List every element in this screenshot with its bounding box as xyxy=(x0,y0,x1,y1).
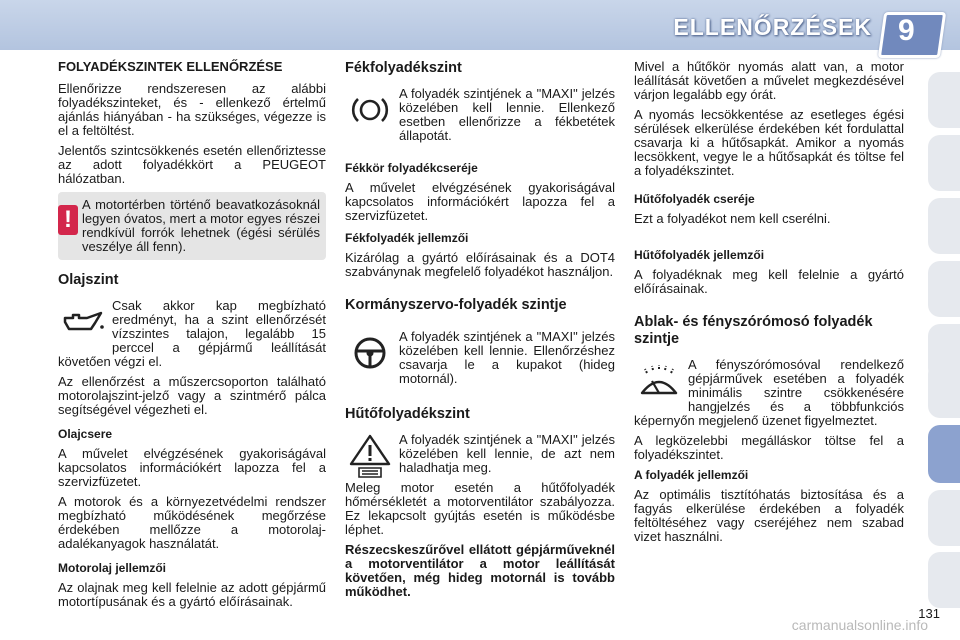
washer-spec-text: Az optimális tisztítóhatás biztosítása és a fagyás elkerülése érdekében a folyadék feltöltéséhez vagy cseréjéhez nem szabad vizet használni. xyxy=(634,487,904,544)
oil-change-text-2: A motorok és a környezetvédelmi rendszer megbízható működésének megőrzése érdekében mellőzze a motorolaj-adalékanyagok használatát. xyxy=(58,494,326,551)
coolant-text: A folyadék szintjének a "MAXI" jelzés közelében kell lennie, de azt nem haladhatja meg. xyxy=(399,433,615,475)
column-3 xyxy=(634,60,904,550)
engine-warning-text: A motortérben történő beavatkozásoknál legyen óvatos, mert a motor egyes részei rendkívül forrók lehetnek (égési sérülés veszélye áll fenn). xyxy=(82,197,320,254)
washer-fluid-text-2: A legközelebbi megálláskor töltse fel a folyadékszintet. xyxy=(634,433,904,462)
coolant-title: Hűtőfolyadékszint xyxy=(345,406,470,422)
brake-warning-icon xyxy=(345,87,395,133)
oil-change-title: Olajcsere xyxy=(58,427,113,441)
oil-level-title: Olajszint xyxy=(58,272,119,288)
column-1 xyxy=(58,60,326,615)
oil-change-text: A művelet elvégzésének gyakoriságával kapcsolatos információkért lapozza fel a szervizfüzetet. xyxy=(58,446,326,489)
warning-icon: ! xyxy=(58,205,78,235)
page-title: ELLENŐRZÉSEK xyxy=(673,14,872,40)
oil-level-text: Csak akkor kap megbízható eredményt, ha a szint ellenőrzését vízszintes talajon, legalább 15 perccel a gépjármű leállítását követően végzi el. xyxy=(58,299,326,369)
coolant-pressure-text: Mivel a hűtőkör nyomás alatt van, a motor leállítását követően a művelet megkezdésével várjon legalább egy órát. xyxy=(634,59,904,102)
side-tab-active xyxy=(928,425,960,483)
coolant-warning-icon xyxy=(345,433,395,479)
oil-level-block xyxy=(58,299,326,375)
coolant-text-2: Meleg motor esetén a hűtőfolyadék hőmérsékletét a motorventilátor szabályozza. Ez lekapcsolt gyújtás esetén is működésbe léphet. xyxy=(345,480,615,537)
engine-warning-box xyxy=(58,192,326,260)
watermark: carmanualsonline.info xyxy=(791,617,928,633)
steering-fluid-text: A folyadék szintjének a "MAXI" jelzés közelében kell lennie. Ellenőrzéshez csavarja le a kupakot (hideg motornál). xyxy=(399,330,615,386)
washer-fluid-block xyxy=(634,358,904,434)
brake-change-text: A művelet elvégzésének gyakoriságával kapcsolatos információkért lapozza fel a szervizfüzetet. xyxy=(345,180,615,223)
coolant-warning-text: Részecskeszűrővel ellátott gépjárműveknél a motorventilátor a motor leállítását követően, még hideg motornál is tovább működhet. xyxy=(345,542,615,599)
coolant-spec-text: A folyadéknak meg kell felelnie a gyártó előírásainak. xyxy=(634,267,904,296)
brake-fluid-title: Fékfolyadékszint xyxy=(345,60,462,76)
washer-spec-title: A folyadék jellemzői xyxy=(634,468,749,482)
oil-spec-text: Az olajnak meg kell felelnie az adott gépjármű motortípusának és a gyártó előírásainak. xyxy=(58,580,326,609)
page-number: 131 xyxy=(918,606,940,621)
steering-fluid-block xyxy=(345,330,615,392)
brake-spec-title: Fékfolyadék jellemzői xyxy=(345,231,469,245)
brake-fluid-block xyxy=(345,87,615,149)
steering-fluid-title: Kormányszervo-folyadék szintje xyxy=(345,297,567,313)
side-tab-8 xyxy=(928,490,960,546)
coolant-pressure-text-2: A nyomás lecsökkentése az esetleges égési sérülések elkerülése érdekében két fordulattal csavarja ki a hűtősapkát. Amikor a nyomás lecsökkent, vegye le a hűtősapkát és töltse fel a folyadékszintet. xyxy=(634,107,904,178)
coolant-change-title: Hűtőfolyadék cseréje xyxy=(634,192,755,206)
side-tab-3 xyxy=(928,198,960,254)
washer-fluid-title: Ablak- és fényszórómosó folyadék szintje xyxy=(634,314,873,347)
oil-level-text-2: Az ellenőrzést a műszercsoporton található motorolajszint-jelző vagy a szintmérő pálca segítségével végezheti el. xyxy=(58,374,326,417)
washer-fluid-text: A fényszórómosóval rendelkező gépjárművek esetében a folyadék minimális szintre csökkenésére hangjelzés és a többfunkciós képernyőn megjelenő üzenet figyelmeztet. xyxy=(634,358,904,428)
section-title-fluid-levels: FOLYADÉKSZINTEK ELLENŐRZÉSE xyxy=(58,59,283,74)
coolant-change-text: Ezt a folyadékot nem kell cserélni. xyxy=(634,211,831,226)
brake-spec-text: Kizárólag a gyártó előírásainak és a DOT4 szabványnak megfelelő folyadékot használjon. xyxy=(345,250,615,279)
oil-spec-title: Motorolaj jellemzői xyxy=(58,561,167,575)
intro-paragraph-1: Ellenőrizze rendszeresen az alábbi folyadékszinteket, és - ellenkező értelmű ajánlás hiányában - ha szükséges, végezze is el a feltöltést. xyxy=(58,81,326,138)
side-tab-4 xyxy=(928,261,960,317)
side-tab-6 xyxy=(928,362,960,418)
brake-change-title: Fékkör folyadékcseréje xyxy=(345,161,478,175)
chapter-number: 9 xyxy=(898,14,915,47)
side-tab-1 xyxy=(928,72,960,128)
oil-can-icon xyxy=(58,299,108,345)
side-tab-9 xyxy=(928,552,960,608)
steering-wheel-icon xyxy=(345,330,395,376)
coolant-spec-title: Hűtőfolyadék jellemzői xyxy=(634,248,765,262)
coolant-block xyxy=(345,433,615,481)
intro-paragraph-2: Jelentős szintcsökkenés esetén ellenőriztesse az adott folyadékkört a PEUGEOT hálózatban. xyxy=(58,143,326,186)
brake-fluid-text: A folyadék szintjének a "MAXI" jelzés közelében kell lennie. Ellenkező esetben ellenőrizze a fékbetétek állapotát. xyxy=(399,87,615,143)
side-tab-2 xyxy=(928,135,960,191)
column-2 xyxy=(345,60,615,605)
windscreen-washer-icon xyxy=(634,358,684,404)
